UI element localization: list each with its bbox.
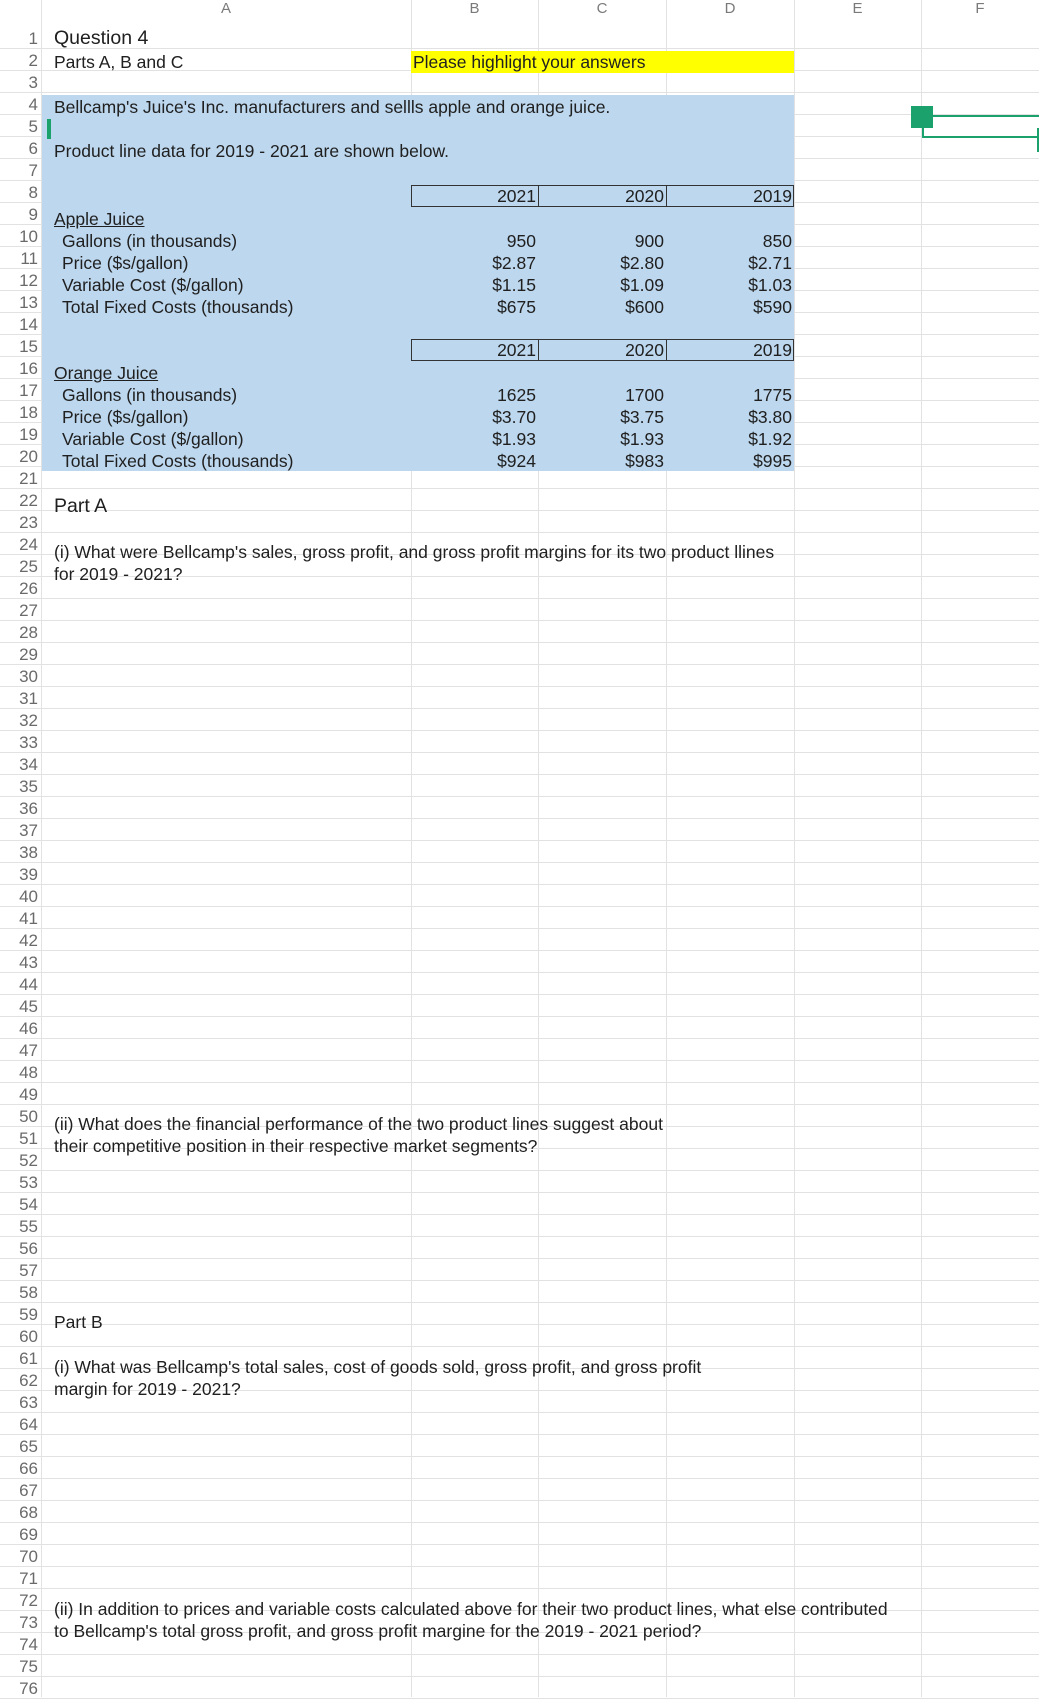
sheet-row[interactable] [0, 643, 1039, 665]
gridline [666, 339, 667, 361]
sheet-row[interactable] [0, 951, 1039, 973]
metric-value[interactable]: $1.03 [748, 275, 792, 295]
part-a-question-1-cont: for 2019 - 2021? [54, 564, 183, 584]
row-number[interactable]: 71 [19, 1569, 38, 1588]
metric-value[interactable]: $3.80 [748, 407, 792, 427]
row-number[interactable]: 51 [19, 1129, 38, 1148]
sheet-row[interactable] [0, 1237, 1039, 1259]
row-number[interactable]: 8 [28, 183, 38, 202]
row-number[interactable]: 65 [19, 1437, 38, 1456]
row-number[interactable]: 61 [19, 1349, 38, 1368]
sheet-row[interactable] [0, 1655, 1039, 1677]
row-number[interactable]: 29 [19, 645, 38, 664]
part-b-title: Part B [54, 1312, 103, 1332]
metric-label: Price ($s/gallon) [62, 407, 189, 427]
row-number[interactable]: 5 [28, 117, 38, 136]
metric-value[interactable]: $3.70 [492, 407, 536, 427]
metric-value[interactable]: 900 [634, 231, 664, 251]
sheet-row[interactable] [0, 599, 1039, 621]
row-number[interactable]: 70 [19, 1547, 38, 1566]
part-b-question-2-cont: to Bellcamp's total gross profit, and gross profit margine for the 2019 - 2021 period? [54, 1621, 702, 1641]
row-number[interactable]: 63 [19, 1393, 38, 1412]
row-number[interactable]: 7 [28, 161, 38, 180]
metric-value[interactable]: $600 [625, 297, 664, 317]
sheet-row[interactable] [0, 1523, 1039, 1545]
row-number[interactable]: 68 [19, 1503, 38, 1522]
row-number[interactable]: 2 [28, 51, 38, 70]
metric-value[interactable]: $1.09 [620, 275, 664, 295]
sheet-row[interactable] [0, 1567, 1039, 1589]
row-number[interactable]: 39 [19, 865, 38, 884]
metric-value[interactable]: 1700 [625, 385, 664, 405]
metric-label: Variable Cost ($/gallon) [62, 429, 244, 449]
part-b-question-2: (ii) In addition to prices and variable costs calculated above for their two product lines, what else contributed [54, 1599, 888, 1619]
metric-value[interactable]: $1.15 [492, 275, 536, 295]
row-number[interactable]: 25 [19, 557, 38, 576]
row-number[interactable]: 58 [19, 1283, 38, 1302]
highlight-note: Please highlight your answers [413, 52, 646, 72]
year-header: 2019 [753, 186, 792, 206]
metric-value[interactable]: $1.93 [492, 429, 536, 449]
metric-value[interactable]: $2.80 [620, 253, 664, 273]
sheet-row[interactable] [0, 819, 1039, 841]
row-number[interactable]: 24 [19, 535, 38, 554]
metric-value[interactable]: 850 [762, 231, 792, 251]
row-number[interactable]: 43 [19, 953, 38, 972]
sheet-row[interactable] [0, 797, 1039, 819]
sheet-row[interactable] [0, 1259, 1039, 1281]
sheet-row[interactable] [0, 1083, 1039, 1105]
sheet-row[interactable] [0, 489, 1039, 511]
row-number[interactable]: 53 [19, 1173, 38, 1192]
sheet-row[interactable] [0, 1545, 1039, 1567]
row-number[interactable]: 64 [19, 1415, 38, 1434]
metric-label: Price ($s/gallon) [62, 253, 189, 273]
row-number[interactable]: 73 [19, 1613, 38, 1632]
metric-value[interactable]: $995 [753, 451, 792, 471]
sheet-row[interactable] [0, 1281, 1039, 1303]
row-number[interactable]: 13 [19, 293, 38, 312]
metric-value[interactable]: $1.92 [748, 429, 792, 449]
row-number[interactable]: 40 [19, 887, 38, 906]
metric-value[interactable]: $1.93 [620, 429, 664, 449]
year-header: 2021 [497, 340, 536, 360]
row-number[interactable]: 48 [19, 1063, 38, 1082]
row-number[interactable]: 28 [19, 623, 38, 642]
row-number[interactable]: 16 [19, 359, 38, 378]
sheet-row[interactable] [0, 995, 1039, 1017]
column-header-B[interactable]: B [411, 0, 538, 22]
part-a-question-1: (i) What were Bellcamp's sales, gross profit, and gross profit margins for its two product llines [54, 542, 775, 562]
sheet-row[interactable] [0, 731, 1039, 753]
row-number[interactable]: 37 [19, 821, 38, 840]
gridline [538, 185, 539, 207]
column-header-F[interactable]: F [921, 0, 1039, 22]
sheet-row[interactable] [0, 1303, 1039, 1325]
sheet-row[interactable] [0, 1413, 1039, 1435]
row-number[interactable]: 41 [19, 909, 38, 928]
sheet-row[interactable] [0, 863, 1039, 885]
product-line-note: Product line data for 2019 - 2021 are shown below. [54, 141, 449, 161]
metric-label: Gallons (in thousands) [62, 385, 238, 405]
sheet-row[interactable] [0, 71, 1039, 93]
metric-value[interactable]: $3.75 [620, 407, 664, 427]
gridline [794, 0, 795, 1697]
row-number[interactable]: 45 [19, 997, 38, 1016]
row-number[interactable]: 67 [19, 1481, 38, 1500]
sheet-row[interactable] [0, 511, 1039, 533]
row-number[interactable]: 72 [19, 1591, 38, 1610]
sheet-row[interactable] [0, 775, 1039, 797]
selection-border [922, 115, 1039, 117]
row-number[interactable]: 60 [19, 1327, 38, 1346]
apple-section-title: Apple Juice [54, 209, 145, 229]
sheet-row[interactable] [0, 665, 1039, 687]
column-header-D[interactable]: D [666, 0, 794, 22]
sheet-row[interactable] [0, 1677, 1039, 1699]
row-number[interactable]: 18 [19, 403, 38, 422]
row-number[interactable]: 32 [19, 711, 38, 730]
sheet-row[interactable] [0, 1171, 1039, 1193]
metric-label: Total Fixed Costs (thousands) [62, 297, 294, 317]
row-number[interactable]: 3 [28, 73, 38, 92]
row-number[interactable]: 36 [19, 799, 38, 818]
row-number[interactable]: 56 [19, 1239, 38, 1258]
row-number[interactable]: 54 [19, 1195, 38, 1214]
intro-text: Bellcamp's Juice's Inc. manufacturers and sellls apple and orange juice. [54, 97, 611, 117]
metric-value[interactable]: $983 [625, 451, 664, 471]
part-a-title: Part A [54, 495, 108, 517]
row-number[interactable]: 12 [19, 271, 38, 290]
sheet-row[interactable] [0, 841, 1039, 863]
selection-border [922, 115, 924, 138]
row-number[interactable]: 22 [19, 491, 38, 510]
sheet-row[interactable] [0, 1039, 1039, 1061]
metric-value[interactable]: $924 [497, 451, 536, 471]
row-number[interactable]: 27 [19, 601, 38, 620]
row-number[interactable]: 75 [19, 1657, 38, 1676]
row-number[interactable]: 69 [19, 1525, 38, 1544]
sheet-row[interactable] [0, 753, 1039, 775]
sheet-row[interactable] [0, 27, 1039, 49]
row-number[interactable]: 10 [19, 227, 38, 246]
sheet-row[interactable] [0, 929, 1039, 951]
row-number[interactable]: 57 [19, 1261, 38, 1280]
part-b-question-1: (i) What was Bellcamp's total sales, cost of goods sold, gross profit, and gross profit [54, 1357, 702, 1377]
gridline [666, 185, 667, 207]
year-header: 2019 [753, 340, 792, 360]
part-a-question-2: (ii) What does the financial performance of the two product lines suggest about [54, 1114, 663, 1134]
row-number[interactable]: 6 [28, 139, 38, 158]
row-number[interactable]: 1 [28, 29, 38, 48]
row-number[interactable]: 47 [19, 1041, 38, 1060]
row-number[interactable]: 52 [19, 1151, 38, 1170]
metric-value[interactable]: $2.87 [492, 253, 536, 273]
row-number[interactable]: 55 [19, 1217, 38, 1236]
sheet-row[interactable] [0, 1435, 1039, 1457]
sheet-row[interactable] [0, 907, 1039, 929]
row-number[interactable]: 74 [19, 1635, 38, 1654]
row-number[interactable]: 59 [19, 1305, 38, 1324]
row-number[interactable]: 9 [28, 205, 38, 224]
row-number[interactable]: 26 [19, 579, 38, 598]
row-number[interactable]: 31 [19, 689, 38, 708]
row-number[interactable]: 42 [19, 931, 38, 950]
row-number[interactable]: 46 [19, 1019, 38, 1038]
sheet-row[interactable] [0, 973, 1039, 995]
row-number[interactable]: 76 [19, 1679, 38, 1698]
orange-section-title: Orange Juice [54, 363, 159, 383]
metric-label: Gallons (in thousands) [62, 231, 238, 251]
question-title: Question 4 [54, 27, 149, 49]
row-number[interactable]: 14 [19, 315, 38, 334]
row-number[interactable]: 33 [19, 733, 38, 752]
sheet-row[interactable] [0, 687, 1039, 709]
sheet-row[interactable] [0, 1479, 1039, 1501]
sheet-row[interactable] [0, 1325, 1039, 1347]
row-number[interactable]: 38 [19, 843, 38, 862]
column-header-A[interactable]: A [41, 0, 411, 22]
cell-cursor [47, 119, 51, 139]
row-number[interactable]: 11 [20, 249, 38, 268]
row-number[interactable]: 62 [19, 1371, 38, 1390]
part-b-question-1-cont: margin for 2019 - 2021? [54, 1379, 241, 1399]
year-header: 2021 [497, 186, 536, 206]
sheet-row[interactable] [0, 1457, 1039, 1479]
metric-value[interactable]: $2.71 [748, 253, 792, 273]
row-number[interactable]: 44 [19, 975, 38, 994]
row-number[interactable]: 19 [19, 425, 38, 444]
row-number[interactable]: 50 [19, 1107, 38, 1126]
sheet-row[interactable] [0, 621, 1039, 643]
sheet-row[interactable] [0, 1215, 1039, 1237]
sheet-row[interactable] [0, 709, 1039, 731]
part-a-question-2-cont: their competitive position in their respective market segments? [54, 1136, 538, 1156]
sheet-row[interactable] [0, 1017, 1039, 1039]
column-header-E[interactable]: E [794, 0, 921, 22]
gridline [921, 0, 922, 1697]
row-number[interactable]: 23 [19, 513, 38, 532]
row-number[interactable]: 15 [19, 337, 38, 356]
row-number[interactable]: 35 [19, 777, 38, 796]
row-number[interactable]: 30 [19, 667, 38, 686]
metric-value[interactable]: 950 [506, 231, 536, 251]
metric-value[interactable]: $590 [753, 297, 792, 317]
column-header-C[interactable]: C [538, 0, 666, 22]
row-number[interactable]: 17 [19, 381, 38, 400]
selection-border [922, 136, 1039, 138]
metric-label: Total Fixed Costs (thousands) [62, 451, 294, 471]
row-number[interactable]: 34 [19, 755, 38, 774]
parts-label: Parts A, B and C [54, 52, 184, 72]
year-header: 2020 [625, 186, 664, 206]
gridline [538, 339, 539, 361]
row-number[interactable]: 66 [19, 1459, 38, 1478]
metric-value[interactable]: 1625 [497, 385, 536, 405]
year-header: 2020 [625, 340, 664, 360]
sheet-row[interactable] [0, 885, 1039, 907]
sheet-row[interactable] [0, 1501, 1039, 1523]
metric-label: Variable Cost ($/gallon) [62, 275, 244, 295]
sheet-row[interactable] [0, 1193, 1039, 1215]
row-number[interactable]: 4 [28, 95, 38, 114]
row-number[interactable]: 49 [19, 1085, 38, 1104]
row-number[interactable]: 21 [19, 469, 38, 488]
sheet-row[interactable] [0, 1061, 1039, 1083]
metric-value[interactable]: $675 [497, 297, 536, 317]
row-number[interactable]: 20 [19, 447, 38, 466]
metric-value[interactable]: 1775 [753, 385, 792, 405]
